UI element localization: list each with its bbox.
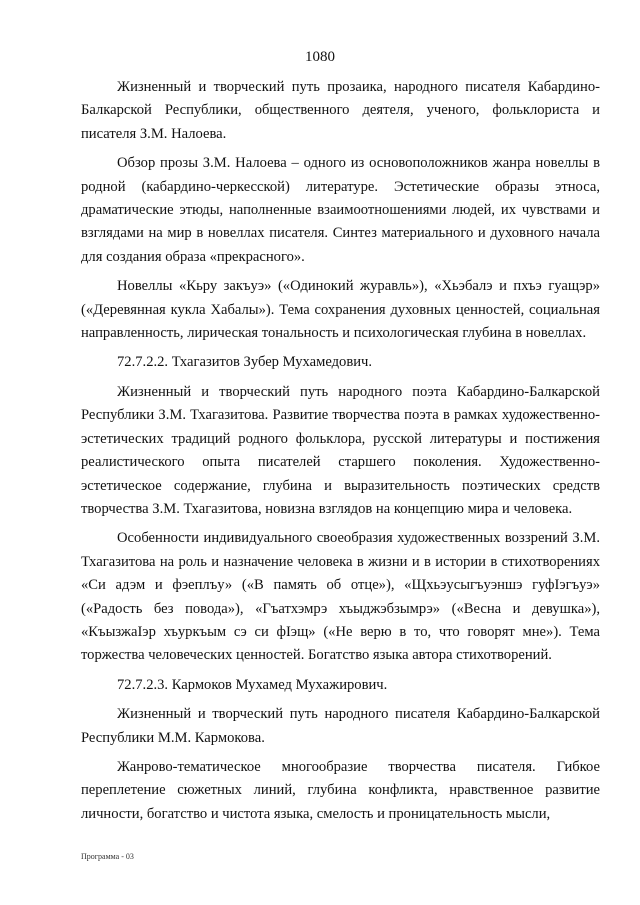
footer-label: Программа - 03: [81, 852, 134, 861]
paragraph-karmokov-genre: Жанрово-тематическое многообразие творчества писателя. Гибкое переплетение сюжетных линий, глубина конфликта, нравственное развитие личности, богатство и чистота языка, смелость и проницательность мысли,: [81, 758, 600, 822]
paragraph-naloev-novellas: Новеллы «Кьру закъуэ» («Одинокий журавль»), «Хьэбалэ и пхъэ гуащэр» («Деревянная кукла Хабалы»). Тема сохранения духовных ценностей, социальная направленность, лирическая тональность и психологическая глубина в новеллах.: [81, 278, 600, 342]
section-heading-thagazitov: 72.7.2.2. Тхагазитов Зубер Мухамедович.: [117, 354, 373, 371]
paragraph-naloev-prose-overview: Обзор прозы З.М. Налоева – одного из основоположников жанра новеллы в родной (кабардино-черкесской) литературе. Эстетические образы этноса, драматические этюды, наполненные взаимоотношениями людей, их чувствами и взглядами на мир в новеллах писателя. Синтез материального и духовного начала для создания образа «прекрасного».: [81, 155, 600, 265]
paragraph-thagazitov-features: Особенности индивидуального своеобразия художественных воззрений З.М. Тхагазитова на роль и назначение человека в жизни и в истории в стихотворениях «Си адэм и фэеплъу» («В память об отце»), «Щхьэусыгъуэншэ гуфІэгъуэ» («Радость без повода»), «Гъатхэмрэ хъыджэбзымрэ» («Весна и девушка»), «КъызжаІэр хъуркъым сэ си фІэщ» («Не верю в то, что говорят мне»). Тема торжества человеческих ценностей. Богатство языка автора стихотворений.: [81, 530, 600, 664]
section-heading-karmokov: 72.7.2.3. Кармоков Мухамед Мухажирович.: [117, 676, 388, 693]
body-text: [81, 76, 600, 832]
page-number: 1080: [305, 49, 335, 65]
paragraph-karmokov-biography: Жизненный и творческий путь народного писателя Кабардино-Балкарской Республики М.М. Кармокова.: [81, 706, 600, 746]
paragraph-thagazitov-biography: Жизненный и творческий путь народного поэта Кабардино-Балкарской Республики З.М. Тхагазитова. Развитие творчества поэта в рамках художественно-эстетических традиций родного фольклора, русской литературы и постижения реалистического опыта писателей старшего поколения. Художественно-эстетическое содержание, глубина и выразительность поэтических средств творчества З.М. Тхагазитова, новизна взглядов на концепцию мира и человека.: [81, 383, 600, 517]
paragraph-naloev-biography: Жизненный и творческий путь прозаика, народного писателя Кабардино-Балкарской Республики, общественного деятеля, ученого, фольклориста и писателя З.М. Налоева.: [81, 79, 600, 142]
